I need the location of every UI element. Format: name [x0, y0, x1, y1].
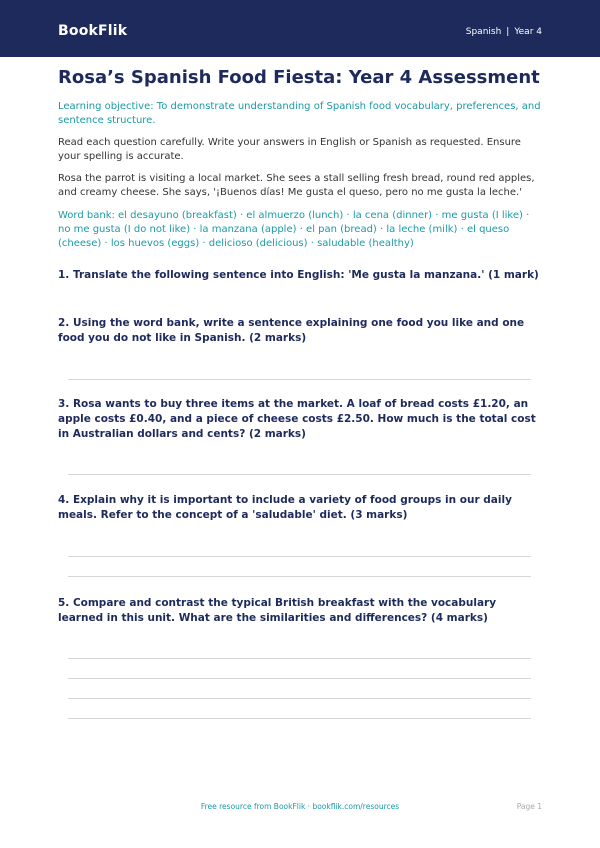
question-2: 2. Using the word bank, write a sentence explaining one food you like and one food you do not like in Spanish. (2 marks)	[58, 317, 525, 344]
answer-line[interactable]	[68, 718, 531, 719]
answer-line[interactable]	[68, 379, 531, 380]
learning-objective: Learning objective: To demonstrate understanding of Spanish food vocabulary, preferences, and sentence structure.	[58, 101, 541, 126]
answer-line[interactable]	[68, 556, 531, 557]
question-3: 3. Rosa wants to buy three items at the market. A loaf of bread costs £1.20, an apple costs £0.40, and a piece of cheese costs £2.50. How much is the total cost in Australian dollars and cents? (2 marks)	[58, 398, 536, 440]
question-4: 4. Explain why it is important to include a variety of food groups in our daily meals. Refer to the concept of a 'saludable' diet. (3 marks)	[58, 494, 512, 521]
page-number: Page 1	[516, 802, 542, 811]
intro-section	[58, 66, 542, 251]
meta-separator: |	[506, 27, 510, 37]
brand-logo: BookFlik	[58, 23, 128, 39]
question-5: 5. Compare and contrast the typical British breakfast with the vocabulary learned in this unit. What are the similarities and differences? (4 marks)	[58, 597, 497, 624]
word-bank: Word bank: el desayuno (breakfast) · el almuerzo (lunch) · la cena (dinner) · me gusta (I like) · no me gusta (I do not like) · la manzana (apple) · el pan (bread) · la leche (milk) · el queso (cheese) · los huevos (eggs) · delicioso (delicious) · saludable (healthy)	[58, 210, 530, 249]
year-label: Year 4	[514, 27, 542, 37]
answer-line[interactable]	[68, 658, 531, 659]
question-1: 1. Translate the following sentence into English: 'Me gusta la manzana.' (1 mark)	[58, 269, 539, 281]
story-text: Rosa the parrot is visiting a local market. She sees a stall selling fresh bread, round red apples, and creamy cheese. She says, '¡Buenos días! Me gusta el queso, pero no me gusta la leche.'	[58, 173, 535, 198]
header-meta	[466, 27, 542, 37]
answer-line[interactable]	[68, 698, 531, 699]
answer-line[interactable]	[68, 576, 531, 577]
answer-line[interactable]	[68, 474, 531, 475]
subject-label: Spanish	[465, 27, 502, 37]
footer-text: Free resource from BookFlik · bookflik.com/resources	[200, 802, 400, 811]
instructions: Read each question carefully. Write your answers in English or Spanish as requested. Ensure your spelling is accurate.	[58, 137, 521, 162]
header-bar	[0, 0, 600, 57]
page-title: Rosa’s Spanish Food Fiesta: Year 4 Assessment	[58, 67, 540, 88]
answer-line[interactable]	[68, 678, 531, 679]
